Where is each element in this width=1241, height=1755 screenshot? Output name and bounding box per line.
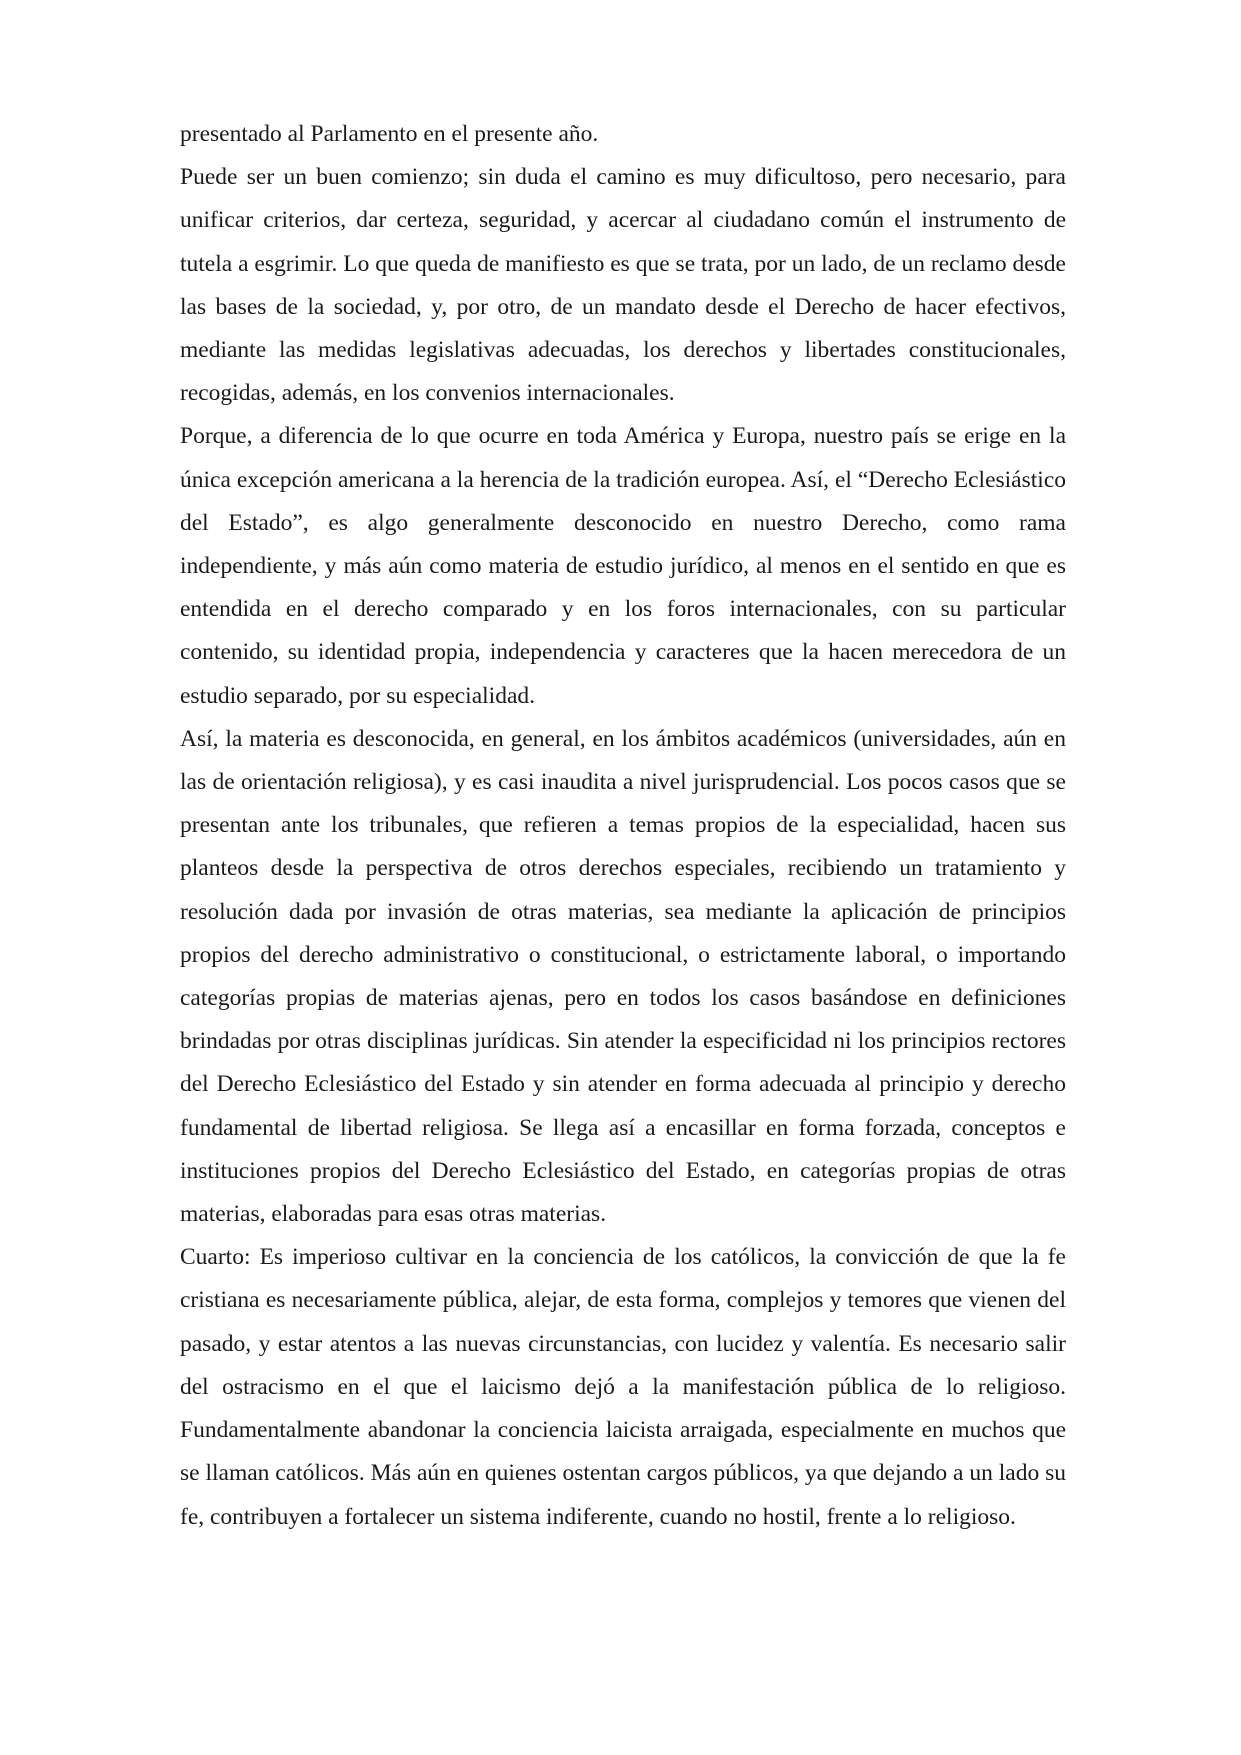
- document-page: [180, 113, 1066, 1539]
- paragraph-buen-comienzo: Puede ser un buen comienzo; sin duda el camino es muy dificultoso, pero necesario, para unificar criterios, dar certeza, seguridad, y acercar al ciudadano común el instrumento de tutela a esgrimir. Lo que queda de manifiesto es que se trata, por un lado, de un reclamo desde las bases de la sociedad, y, por otro, de un mandato desde el Derecho de hacer efectivos, mediante las medidas legislativas adecuadas, los derechos y libertades constitucionales, recogidas, además, en los convenios internacionales.: [180, 164, 1066, 407]
- paragraph-continuation: presentado al Parlamento en el presente año.: [180, 121, 599, 147]
- paragraph-materia-desconocida: Así, la materia es desconocida, en general, en los ámbitos académicos (universidades, aún en las de orientación religiosa), y es casi inaudita a nivel jurisprudencial. Los pocos casos que se presentan ante los tribunales, que refieren a temas propios de la especialidad, hacen sus planteos desde la perspectiva de otros derechos especiales, recibiendo un tratamiento y resolución dada por invasión de otras materias, sea mediante la aplicación de principios propios del derecho administrativo o constitucional, o estrictamente laboral, o importando categorías propias de materias ajenas, pero en todos los casos basándose en definiciones brindadas por otras disciplinas jurídicas. Sin atender la especificidad ni los principios rectores del Derecho Eclesiástico del Estado y sin atender en forma adecuada al principio y derecho fundamental de libertad religiosa. Se llega así a encasillar en forma forzada, conceptos e instituciones propios del Derecho Eclesiástico del Estado, en categorías propias de otras materias, elaboradas para esas otras materias.: [180, 725, 1066, 1228]
- paragraph-cuarto: Cuarto: Es imperioso cultivar en la conciencia de los católicos, la convicción de que la fe cristiana es necesariamente pública, alejar, de esta forma, complejos y temores que vienen del pasado, y estar atentos a las nuevas circunstancias, con lucidez y valentía. Es necesario salir del ostracismo en el que el laicismo dejó a la manifestación pública de lo religioso. Fundamentalmente abandonar la conciencia laicista arraigada, especialmente en muchos que se llaman católicos. Más aún en quienes ostentan cargos públicos, ya que dejando a un lado su fe, contribuyen a fortalecer un sistema indiferente, cuando no hostil, frente a lo religioso.: [180, 1244, 1066, 1530]
- paragraph-derecho-eclesiastico: Porque, a diferencia de lo que ocurre en toda América y Europa, nuestro país se erige en la única excepción americana a la herencia de la tradición europea. Así, el “Derecho Eclesiástico del Estado”, es algo generalmente desconocido en nuestro Derecho, como rama independiente, y más aún como materia de estudio jurídico, al menos en el sentido en que es entendida en el derecho comparado y en los foros internacionales, con su particular contenido, su identidad propia, independencia y caracteres que la hacen merecedora de un estudio separado, por su especialidad.: [180, 423, 1066, 709]
